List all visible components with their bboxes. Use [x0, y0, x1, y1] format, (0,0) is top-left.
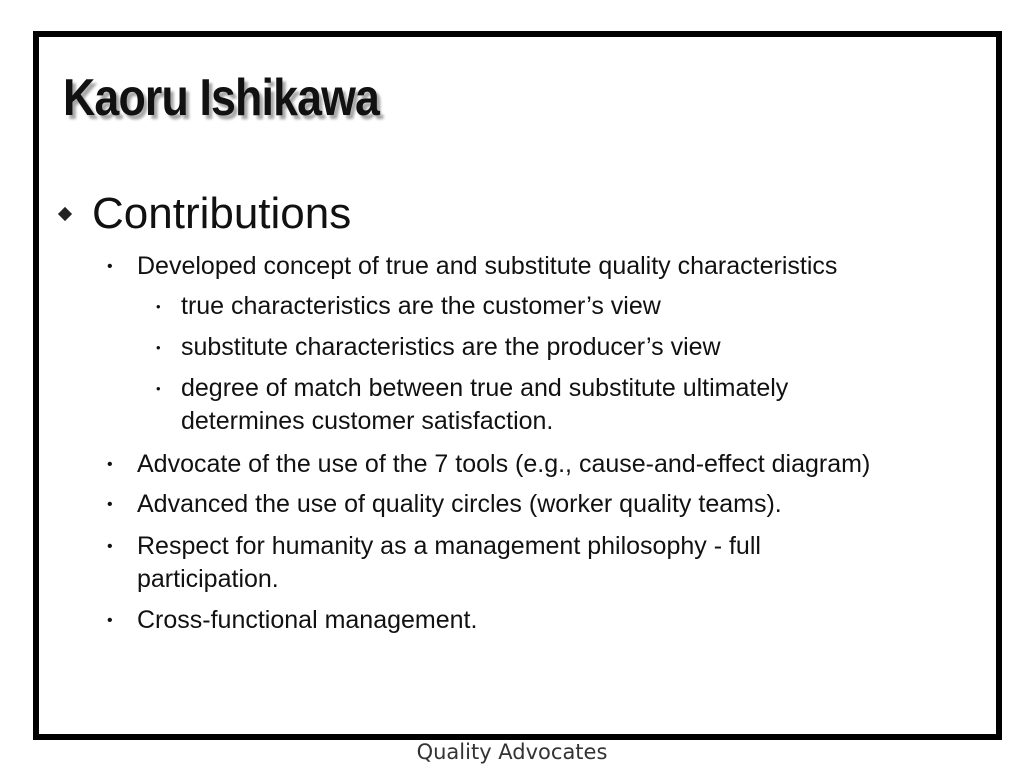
list-item [107, 530, 867, 596]
sub-list-item [156, 372, 901, 438]
list-item [107, 448, 977, 481]
bullet-icon: • [156, 340, 161, 355]
slide-footer: Quality Advocates [416, 740, 608, 764]
bullet-icon: • [107, 456, 113, 473]
section-heading [56, 188, 351, 240]
bullet-icon: • [156, 381, 161, 396]
list-item [107, 488, 977, 521]
bullet-icon: • [156, 299, 161, 314]
list-item [107, 604, 977, 637]
bullet-icon: • [107, 538, 113, 555]
list-item [107, 250, 977, 283]
list-item-text: Advanced the use of quality circles (worker quality teams). [137, 490, 782, 518]
bullet-icon: • [107, 612, 113, 629]
list-item-text: Respect for humanity as a management philosophy - full participation. [137, 532, 761, 593]
sub-list-item-text: degree of match between true and substitute ultimately determines customer satisfaction. [181, 374, 789, 435]
section-heading-label: Contributions [92, 189, 352, 238]
slide-title: Kaoru Ishikawa [63, 69, 380, 127]
bullet-icon: • [107, 496, 113, 513]
list-item-text: Advocate of the use of the 7 tools (e.g., cause-and-effect diagram) [137, 450, 871, 478]
sub-list-item [156, 331, 921, 364]
bullet-icon: • [107, 258, 113, 275]
sub-list-item-text: substitute characteristics are the producer’s view [181, 333, 721, 361]
diamond-bullet-icon [58, 207, 72, 221]
sub-list-item [156, 290, 921, 323]
list-item-text: Cross-functional management. [137, 606, 478, 634]
sub-list-item-text: true characteristics are the customer’s view [181, 292, 661, 320]
list-item-text: Developed concept of true and substitute quality characteristics [137, 252, 838, 280]
